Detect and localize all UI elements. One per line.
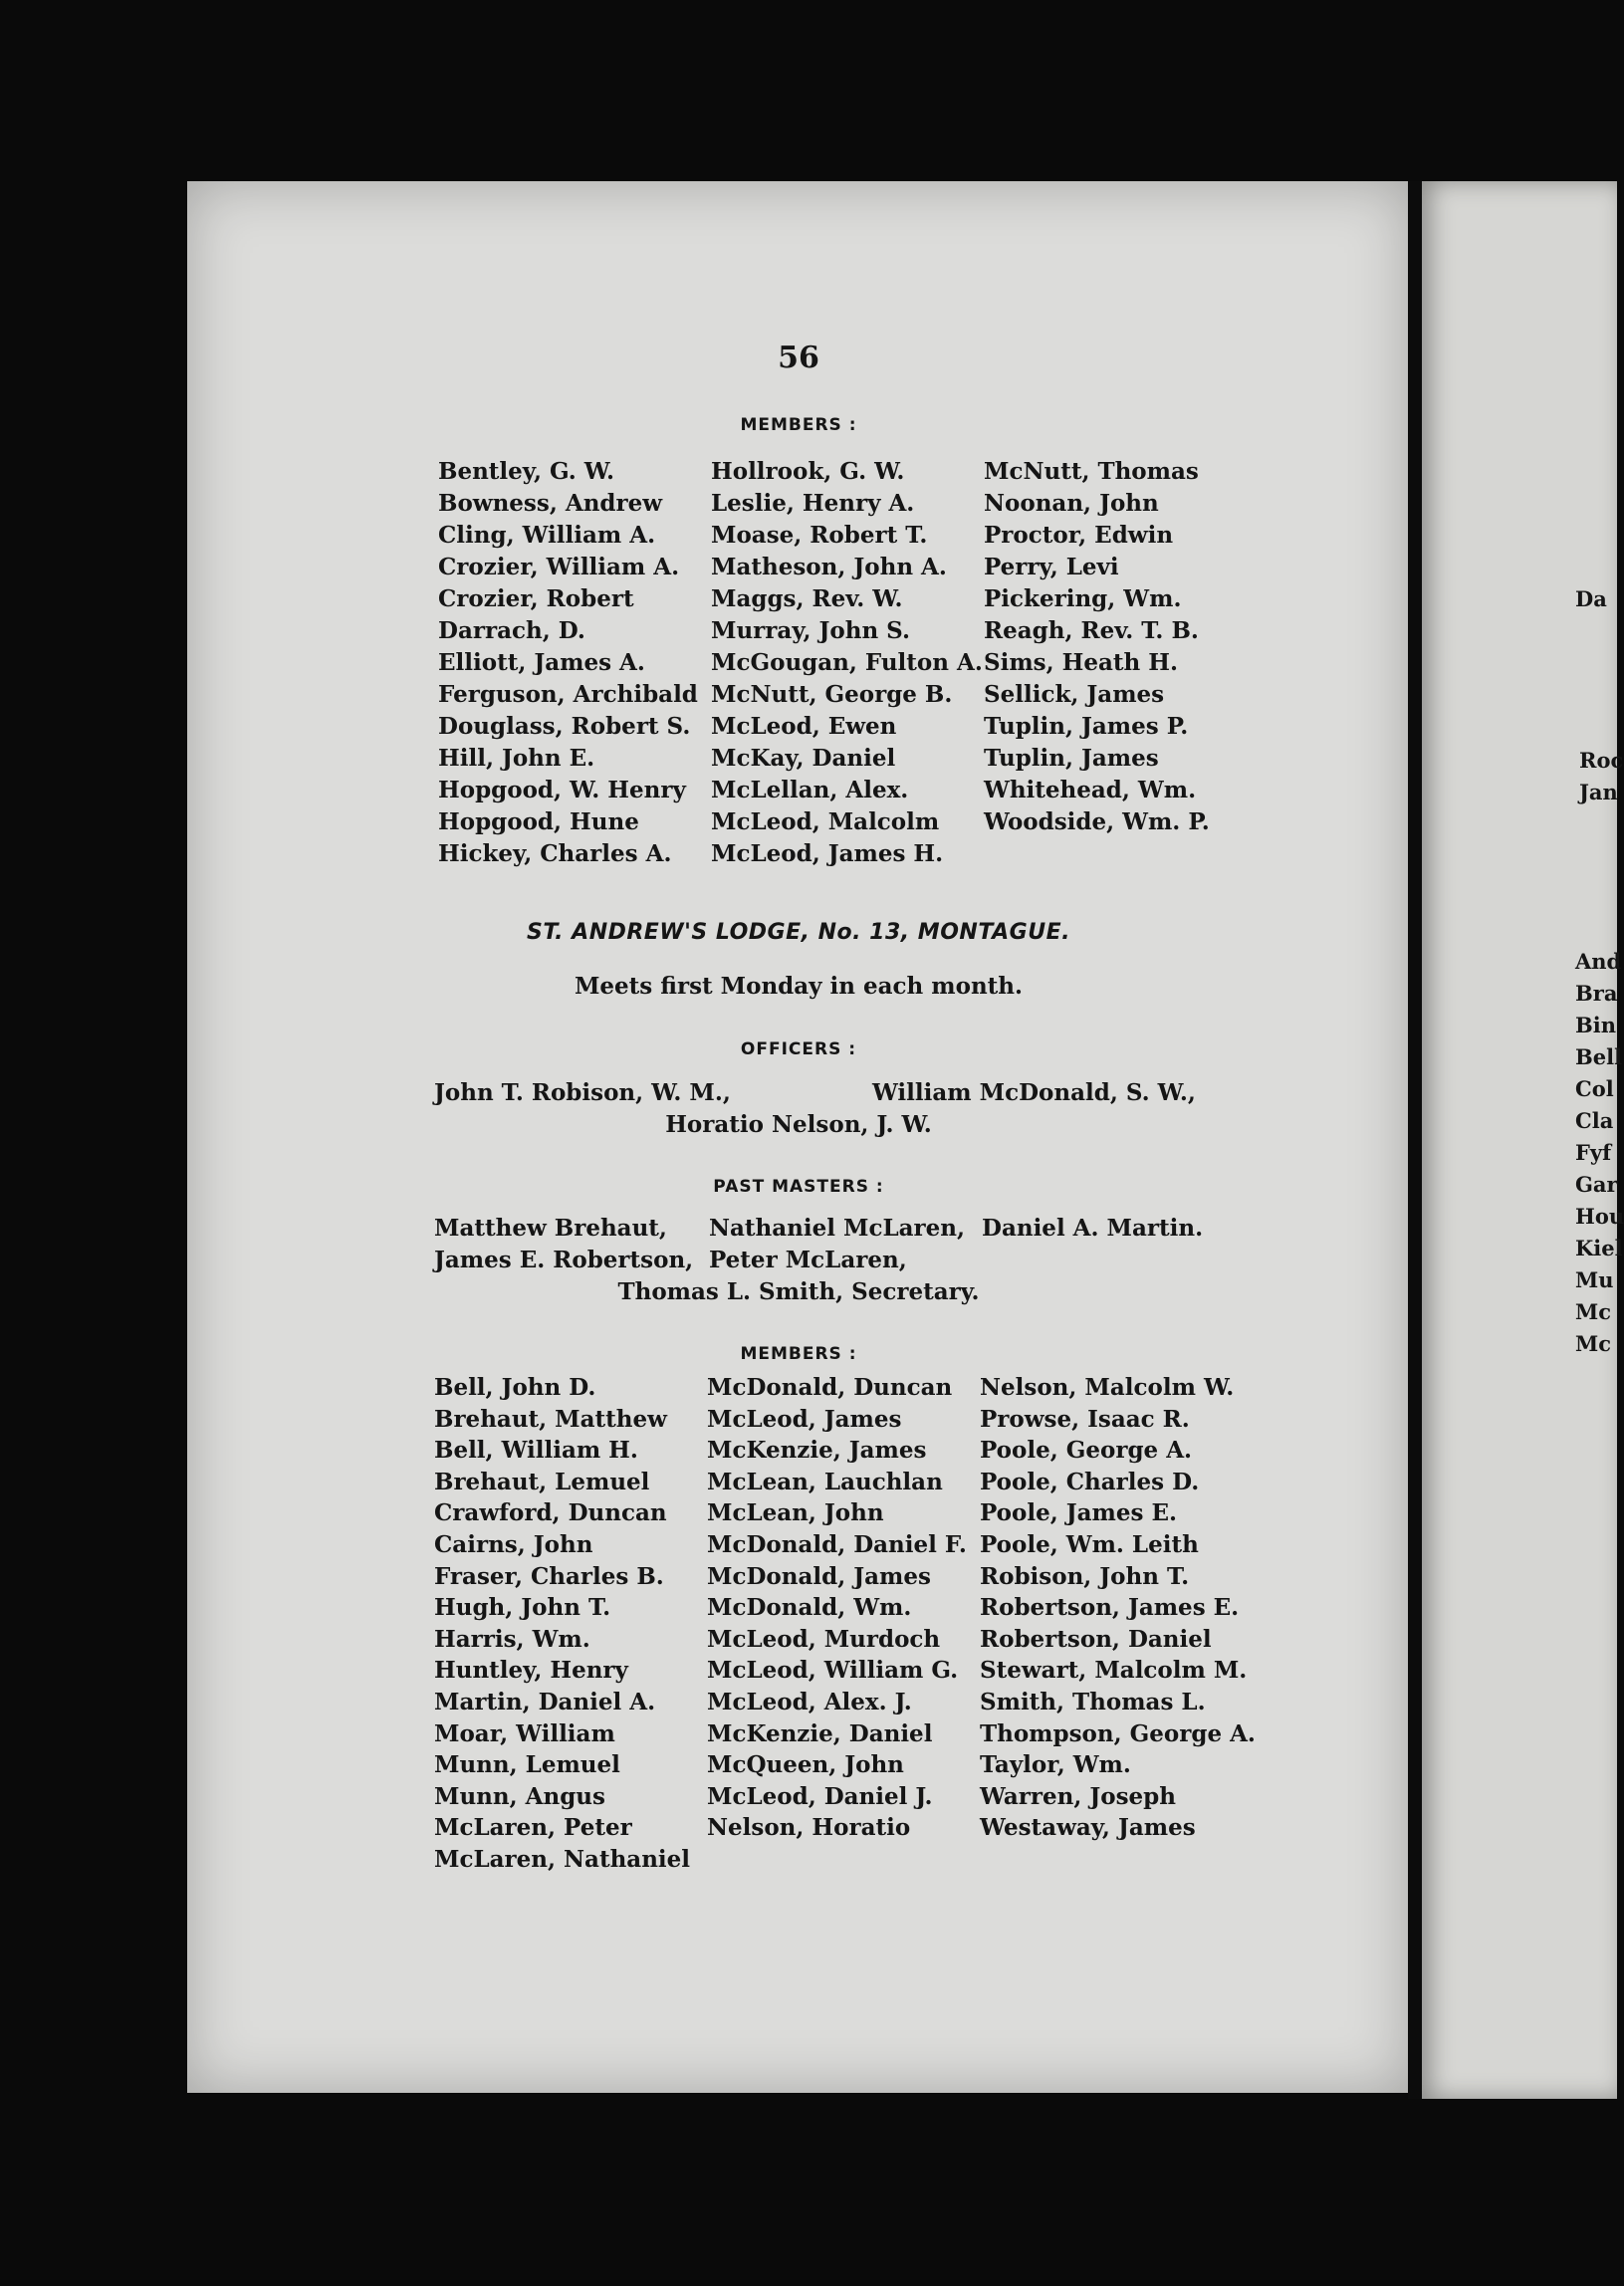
member-name: Thompson, George A.: [980, 1719, 1256, 1747]
member-name: Bentley, G. W.: [438, 458, 615, 485]
next-page-fragment-group-3: [1575, 946, 1624, 1360]
member-name: Martin, Daniel A.: [434, 1688, 656, 1715]
member-name: McKay, Daniel: [711, 745, 896, 772]
member-name: Westaway, James: [980, 1814, 1196, 1842]
member-name: McDonald, Wm.: [707, 1594, 912, 1622]
member-name: Brehaut, Lemuel: [434, 1468, 650, 1495]
member-name: McLellan, Alex.: [711, 777, 909, 803]
member-name: McLeod, Malcolm: [711, 808, 940, 835]
member-name: Maggs, Rev. W.: [711, 585, 903, 612]
next-page-fragment: Bell: [1575, 1044, 1623, 1069]
past-master-name: Daniel A. Martin.: [982, 1215, 1204, 1242]
page-gutter: [1408, 181, 1422, 2099]
member-name: McLean, Lauchlan: [707, 1468, 943, 1495]
member-name: McLeod, William G.: [707, 1657, 959, 1685]
member-name: Hickey, Charles A.: [438, 840, 672, 867]
lodge-members-column-2: [707, 1372, 967, 1844]
member-name: McLeod, James H.: [711, 840, 944, 867]
member-name: Hollrook, G. W.: [711, 458, 905, 485]
member-name: Hopgood, W. Henry: [438, 777, 686, 803]
member-name: Cling, William A.: [438, 522, 656, 549]
book-page: [187, 181, 1410, 2093]
member-name: Robertson, Daniel: [980, 1625, 1212, 1653]
member-name: Proctor, Edwin: [984, 522, 1174, 549]
officer-worshipful-master: John T. Robison, W. M.,: [434, 1079, 731, 1106]
next-page-fragment-group-2: [1579, 745, 1623, 808]
member-name: Leslie, Henry A.: [711, 490, 915, 517]
member-name: McDonald, James: [707, 1562, 931, 1590]
member-name: McQueen, John: [707, 1751, 904, 1779]
member-name: Ferguson, Archibald: [438, 681, 698, 708]
member-name: Moar, William: [434, 1719, 615, 1747]
member-name: Poole, Wm. Leith: [980, 1530, 1199, 1558]
members-column-1: [438, 456, 698, 870]
member-name: McLeod, Ewen: [711, 713, 897, 740]
member-name: McLeod, Alex. J.: [707, 1688, 912, 1715]
member-name: Nelson, Horatio: [707, 1814, 911, 1842]
member-name: Elliott, James A.: [438, 649, 645, 676]
officer-junior-warden: Horatio Nelson, J. W.: [665, 1111, 932, 1138]
officer-senior-warden: William McDonald, S. W.,: [872, 1079, 1196, 1106]
member-name: Brehaut, Matthew: [434, 1405, 667, 1433]
member-name: McLaren, Peter: [434, 1814, 632, 1842]
member-name: Tuplin, James: [984, 745, 1159, 772]
member-name: Taylor, Wm.: [980, 1751, 1131, 1779]
member-name: McLaren, Nathaniel: [434, 1845, 691, 1873]
past-masters-heading: PAST MASTERS :: [713, 1177, 884, 1197]
next-page-fragment: Da: [1575, 586, 1607, 611]
next-page-fragment: Jan: [1579, 780, 1618, 804]
member-name: Bell, William H.: [434, 1437, 638, 1465]
member-name: Reagh, Rev. T. B.: [984, 617, 1199, 644]
member-name: Whitehead, Wm.: [984, 777, 1197, 803]
member-name: McDonald, Daniel F.: [707, 1530, 967, 1558]
next-page-edge: [1422, 181, 1624, 2099]
member-name: McLean, John: [707, 1499, 884, 1527]
member-name: Hill, John E.: [438, 745, 595, 772]
next-page-fragment: And: [1575, 949, 1622, 974]
member-name: Woodside, Wm. P.: [984, 808, 1210, 835]
next-page-fragment: Mu: [1575, 1267, 1614, 1292]
member-name: Fraser, Charles B.: [434, 1562, 664, 1590]
member-name: McKenzie, Daniel: [707, 1719, 933, 1747]
member-name: McLeod, Daniel J.: [707, 1782, 933, 1810]
next-page-fragment: Cla: [1575, 1108, 1614, 1133]
member-name: Nelson, Malcolm W.: [980, 1374, 1235, 1401]
officers-heading: OFFICERS :: [740, 1039, 857, 1059]
member-name: Huntley, Henry: [434, 1657, 628, 1685]
next-page-fragment: Bra: [1575, 981, 1618, 1006]
member-name: Moase, Robert T.: [711, 522, 928, 549]
members-column-3: [984, 456, 1210, 838]
member-name: Robison, John T.: [980, 1562, 1190, 1590]
member-name: Hugh, John T.: [434, 1594, 611, 1622]
member-name: Matheson, John A.: [711, 554, 947, 580]
member-name: Crawford, Duncan: [434, 1499, 667, 1527]
next-page-fragment: Kiel: [1575, 1236, 1623, 1260]
past-master-name: Matthew Brehaut,: [434, 1215, 667, 1242]
secretary: Thomas L. Smith, Secretary.: [617, 1278, 980, 1305]
member-name: Sims, Heath H.: [984, 649, 1179, 676]
member-name: McLeod, James: [707, 1405, 902, 1433]
member-name: McLeod, Murdoch: [707, 1625, 941, 1653]
next-page-fragment: Mc: [1575, 1299, 1612, 1324]
next-page-fragment: Hou: [1575, 1204, 1624, 1229]
lodge-title: ST. ANDREW'S LODGE, No. 13, MONTAGUE.: [527, 920, 1070, 945]
member-name: Bell, John D.: [434, 1374, 596, 1401]
lodge-members-heading: MEMBERS :: [740, 1344, 857, 1364]
members-heading: MEMBERS :: [740, 415, 857, 435]
past-master-name: James E. Robertson,: [434, 1247, 694, 1273]
member-name: Perry, Levi: [984, 554, 1119, 580]
next-page-fragment-group-1: [1575, 583, 1607, 615]
next-page-fragment: Gar: [1575, 1172, 1618, 1197]
member-name: Poole, Charles D.: [980, 1468, 1200, 1495]
members-column-2: [711, 456, 983, 870]
page-number: 56: [778, 341, 819, 375]
member-name: Pickering, Wm.: [984, 585, 1182, 612]
member-name: Munn, Lemuel: [434, 1751, 620, 1779]
past-master-name: Peter McLaren,: [709, 1247, 907, 1273]
past-master-name: Nathaniel McLaren,: [709, 1215, 966, 1242]
next-page-fragment: Mc: [1575, 1331, 1612, 1356]
member-name: Sellick, James: [984, 681, 1165, 708]
member-name: McNutt, Thomas: [984, 458, 1199, 485]
member-name: Darrach, D.: [438, 617, 585, 644]
member-name: Prowse, Isaac R.: [980, 1405, 1190, 1433]
member-name: Douglass, Robert S.: [438, 713, 691, 740]
lodge-members-column-3: [980, 1372, 1256, 1844]
member-name: Noonan, John: [984, 490, 1159, 517]
next-page-fragment: Fyf: [1575, 1140, 1612, 1165]
next-page-fragment: Bin: [1575, 1013, 1616, 1037]
next-page-fragment: Roc: [1579, 748, 1624, 773]
member-name: McDonald, Duncan: [707, 1374, 953, 1401]
member-name: McGougan, Fulton A.: [711, 649, 983, 676]
lodge-members-column-1: [434, 1372, 690, 1876]
member-name: McNutt, George B.: [711, 681, 953, 708]
next-page-fragment: Col: [1575, 1076, 1614, 1101]
member-name: Poole, James E.: [980, 1499, 1177, 1527]
member-name: Tuplin, James P.: [984, 713, 1189, 740]
member-name: Bowness, Andrew: [438, 490, 663, 517]
member-name: Stewart, Malcolm M.: [980, 1657, 1248, 1685]
member-name: Smith, Thomas L.: [980, 1688, 1206, 1715]
member-name: Harris, Wm.: [434, 1625, 590, 1653]
member-name: Hopgood, Hune: [438, 808, 639, 835]
meeting-schedule: Meets first Monday in each month.: [574, 973, 1024, 1000]
member-name: Murray, John S.: [711, 617, 910, 644]
member-name: Munn, Angus: [434, 1782, 605, 1810]
member-name: Crozier, William A.: [438, 554, 680, 580]
member-name: Warren, Joseph: [980, 1782, 1176, 1810]
member-name: Cairns, John: [434, 1530, 593, 1558]
member-name: Robertson, James E.: [980, 1594, 1240, 1622]
member-name: McKenzie, James: [707, 1437, 927, 1465]
member-name: Crozier, Robert: [438, 585, 634, 612]
member-name: Poole, George A.: [980, 1437, 1193, 1465]
